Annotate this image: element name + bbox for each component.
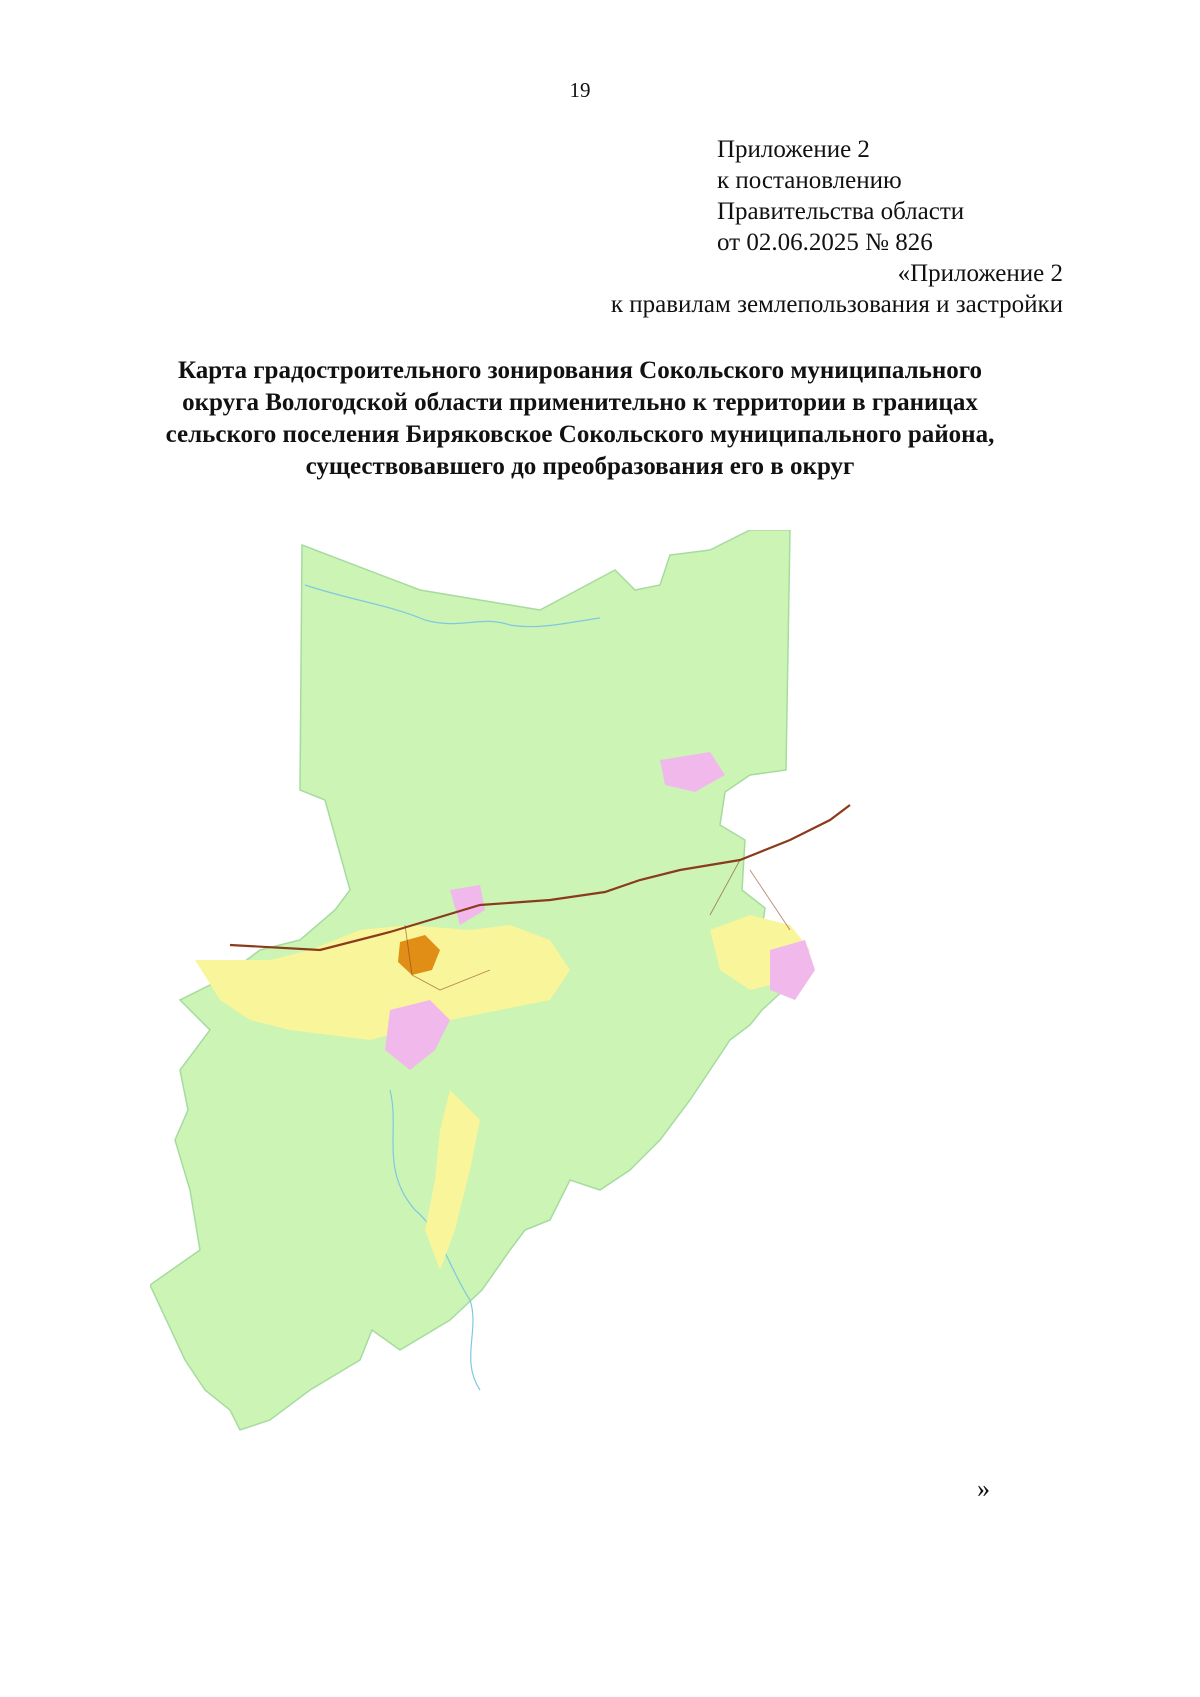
page-number: 19 (569, 78, 591, 102)
title-line: сельского поселения Биряковское Сокольского муниципального района, (165, 421, 995, 448)
sub-appendix-line: к правилам землепользования и застройки (610, 291, 1063, 318)
appendix-line: к постановлению (717, 167, 902, 194)
appendix-line: Приложение 2 (717, 136, 870, 163)
title-line: существовавшего до преобразования его в округ (305, 453, 855, 480)
document-title (0, 355, 1160, 483)
title-line: округа Вологодской области применительно к территории в границах (182, 389, 978, 416)
appendix-line: от 02.06.2025 № 826 (717, 229, 933, 256)
sub-appendix-line: «Приложение 2 (897, 260, 1063, 287)
title-line: Карта градостроительного зонирования Сокольского муниципального (177, 357, 983, 384)
appendix-line: Правительства области (717, 198, 965, 225)
closing-quote: » (977, 1474, 990, 1503)
sub-appendix-heading (611, 258, 1063, 320)
appendix-heading (717, 134, 964, 258)
zoning-map (150, 530, 970, 1510)
